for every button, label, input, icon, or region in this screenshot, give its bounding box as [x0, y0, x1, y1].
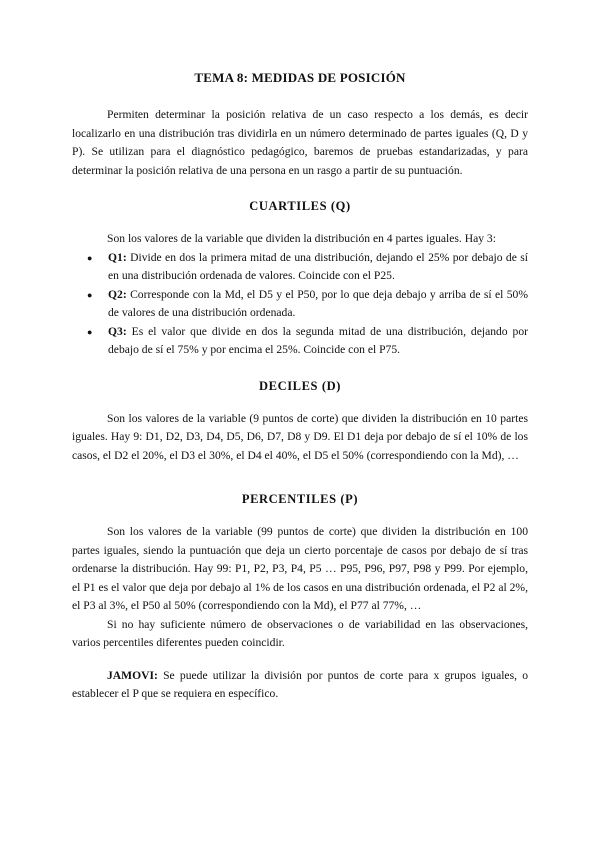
- cuartiles-heading: CUARTILES (Q): [249, 199, 351, 213]
- cuartiles-list: [72, 249, 528, 360]
- list-item: [72, 249, 528, 286]
- list-item: [72, 286, 528, 323]
- list-item: [72, 323, 528, 360]
- item-text: Es el valor que divide en dos la segunda mitad de una distribución, dejando por debajo de sí el 75% y por encima el 25%. Coincide con el P75.: [108, 324, 528, 356]
- jamovi-text: Se puede utilizar la división por puntos de corte para x grupos iguales, o establecer el P que se requiera en específico.: [72, 668, 528, 700]
- page-title: TEMA 8: MEDIDAS DE POSICIÓN: [194, 70, 406, 85]
- bullet-icon: ●: [87, 252, 93, 263]
- jamovi-label: JAMOVI:: [107, 668, 158, 682]
- bullet-icon: ●: [87, 289, 93, 300]
- percentiles-heading: PERCENTILES (P): [241, 492, 359, 506]
- deciles-heading: DECILES (D): [259, 378, 341, 393]
- item-text: Divide en dos la primera mitad de una distribución, dejando el 25% por debajo de sí en una distribución ordenada de valores. Coincide con el P25.: [108, 250, 528, 282]
- cuartiles-paragraph: Son los valores de la variable que dividen la distribución en 4 partes iguales. Hay 3:: [107, 232, 496, 245]
- item-text: Corresponde con la Md, el D5 y el P50, por lo que deja debajo y arriba de sí el 50% de valores de una distribución ordenada.: [108, 287, 528, 319]
- bullet-icon: ●: [87, 326, 93, 337]
- intro-paragraph: Permiten determinar la posición relativa de un caso respecto a los demás, es decir localizarlo en una distribución tras dividirla en un número determinado de partes iguales (Q, D y P). Se utilizan para el diagnóstico pedagógico, baremos de pruebas estandarizadas, y para determinar la posición relativa de una persona en un rasgo a partir de su puntuación.: [72, 108, 528, 177]
- deciles-paragraph: Son los valores de la variable (9 puntos de corte) que dividen la distribución en 10 partes iguales. Hay 9: D1, D2, D3, D4, D5, D6, D7, D8 y D9. El D1 deja por debajo de sí el 10% de los casos, el D2 el 20%, el D3 el 30%, el D4 el 40%, el D5 el 50% (correspondiendo con la Md), …: [72, 411, 528, 462]
- percentiles-paragraph: Son los valores de la variable (99 puntos de corte) que dividen la distribución en 100 partes iguales, siendo la puntuación que deja un cierto porcentaje de casos por debajo de sí tras ordenarse la distribución. Hay 99: P1, P2, P3, P4, P5 … P95, P96, P97, P98 y P99. Por ejemplo, el P1 es el valor que deja por debajo al 1% de los casos en una distribución ordenada, el P2 al 2%, el P3 al 3%, el P50 al 50% (correspondiendo con la Md), el P77 al 77%, …: [72, 525, 528, 612]
- item-label: Q3:: [108, 324, 127, 338]
- percentiles-paragraph-2: Si no hay suficiente número de observaciones o de variabilidad en las observaciones, varios percentiles diferentes pueden coincidir.: [72, 617, 528, 649]
- item-label: Q1:: [108, 250, 127, 264]
- item-label: Q2:: [108, 287, 127, 301]
- jamovi-paragraph: [72, 667, 528, 704]
